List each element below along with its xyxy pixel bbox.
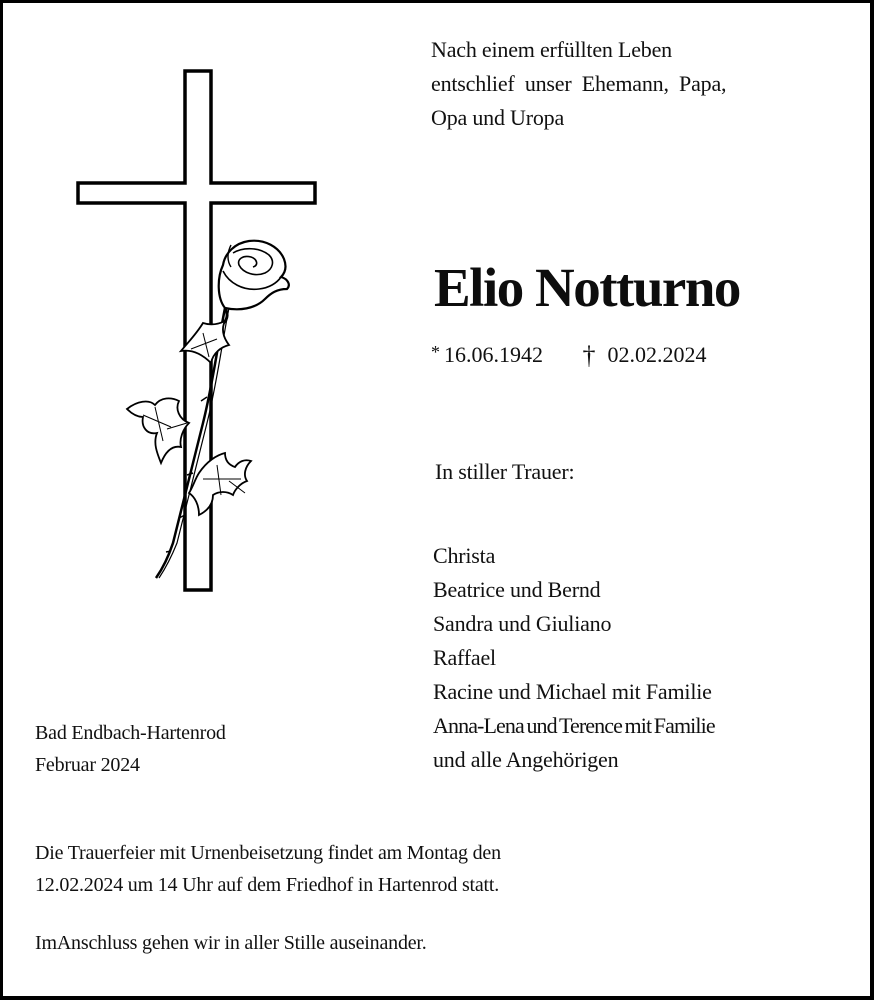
- mourner-item: Racine und Michael mit Familie: [433, 679, 712, 704]
- cross-with-rose-icon: [63, 63, 323, 603]
- death-dagger-icon: †: [582, 341, 596, 370]
- intro-text: [431, 33, 726, 135]
- mourner-item: Sandra und Giuliano: [433, 611, 612, 636]
- birth-date: 16.06.1942: [444, 342, 543, 367]
- month: Februar 2024: [35, 754, 140, 776]
- ceremony-info: [35, 837, 501, 901]
- mourning-label: In stiller Trauer:: [435, 459, 575, 484]
- mourner-item: Beatrice und Bernd: [433, 577, 601, 602]
- intro-line: entschlief unser Ehemann, Papa,: [431, 71, 727, 96]
- place: Bad Endbach-Hartenrod: [35, 722, 226, 744]
- mourner-item: und alle Angehörigen: [433, 747, 619, 772]
- intro-line: Nach einem erfüllten Leben: [431, 37, 672, 62]
- mourner-item: Anna-Lena und Terence mit Familie: [433, 713, 715, 738]
- ceremony-line: 12.02.2024 um 14 Uhr auf dem Friedhof in Hartenrod statt.: [35, 874, 500, 896]
- place-and-date: [35, 717, 226, 781]
- birth-star-icon: *: [431, 342, 440, 362]
- intro-line: Opa und Uropa: [431, 105, 565, 130]
- closing-text: ImAnschluss gehen wir in aller Stille auseinander.: [35, 932, 427, 954]
- ceremony-line: Die Trauerfeier mit Urnenbeisetzung findet am Montag den: [35, 842, 501, 864]
- mourner-item: Raffael: [433, 645, 496, 670]
- mourner-item: Christa: [433, 543, 496, 568]
- life-dates: [431, 335, 707, 372]
- death-date: 02.02.2024: [607, 342, 707, 367]
- deceased-name: Elio Notturno: [434, 257, 740, 318]
- mourners-list: [433, 539, 715, 777]
